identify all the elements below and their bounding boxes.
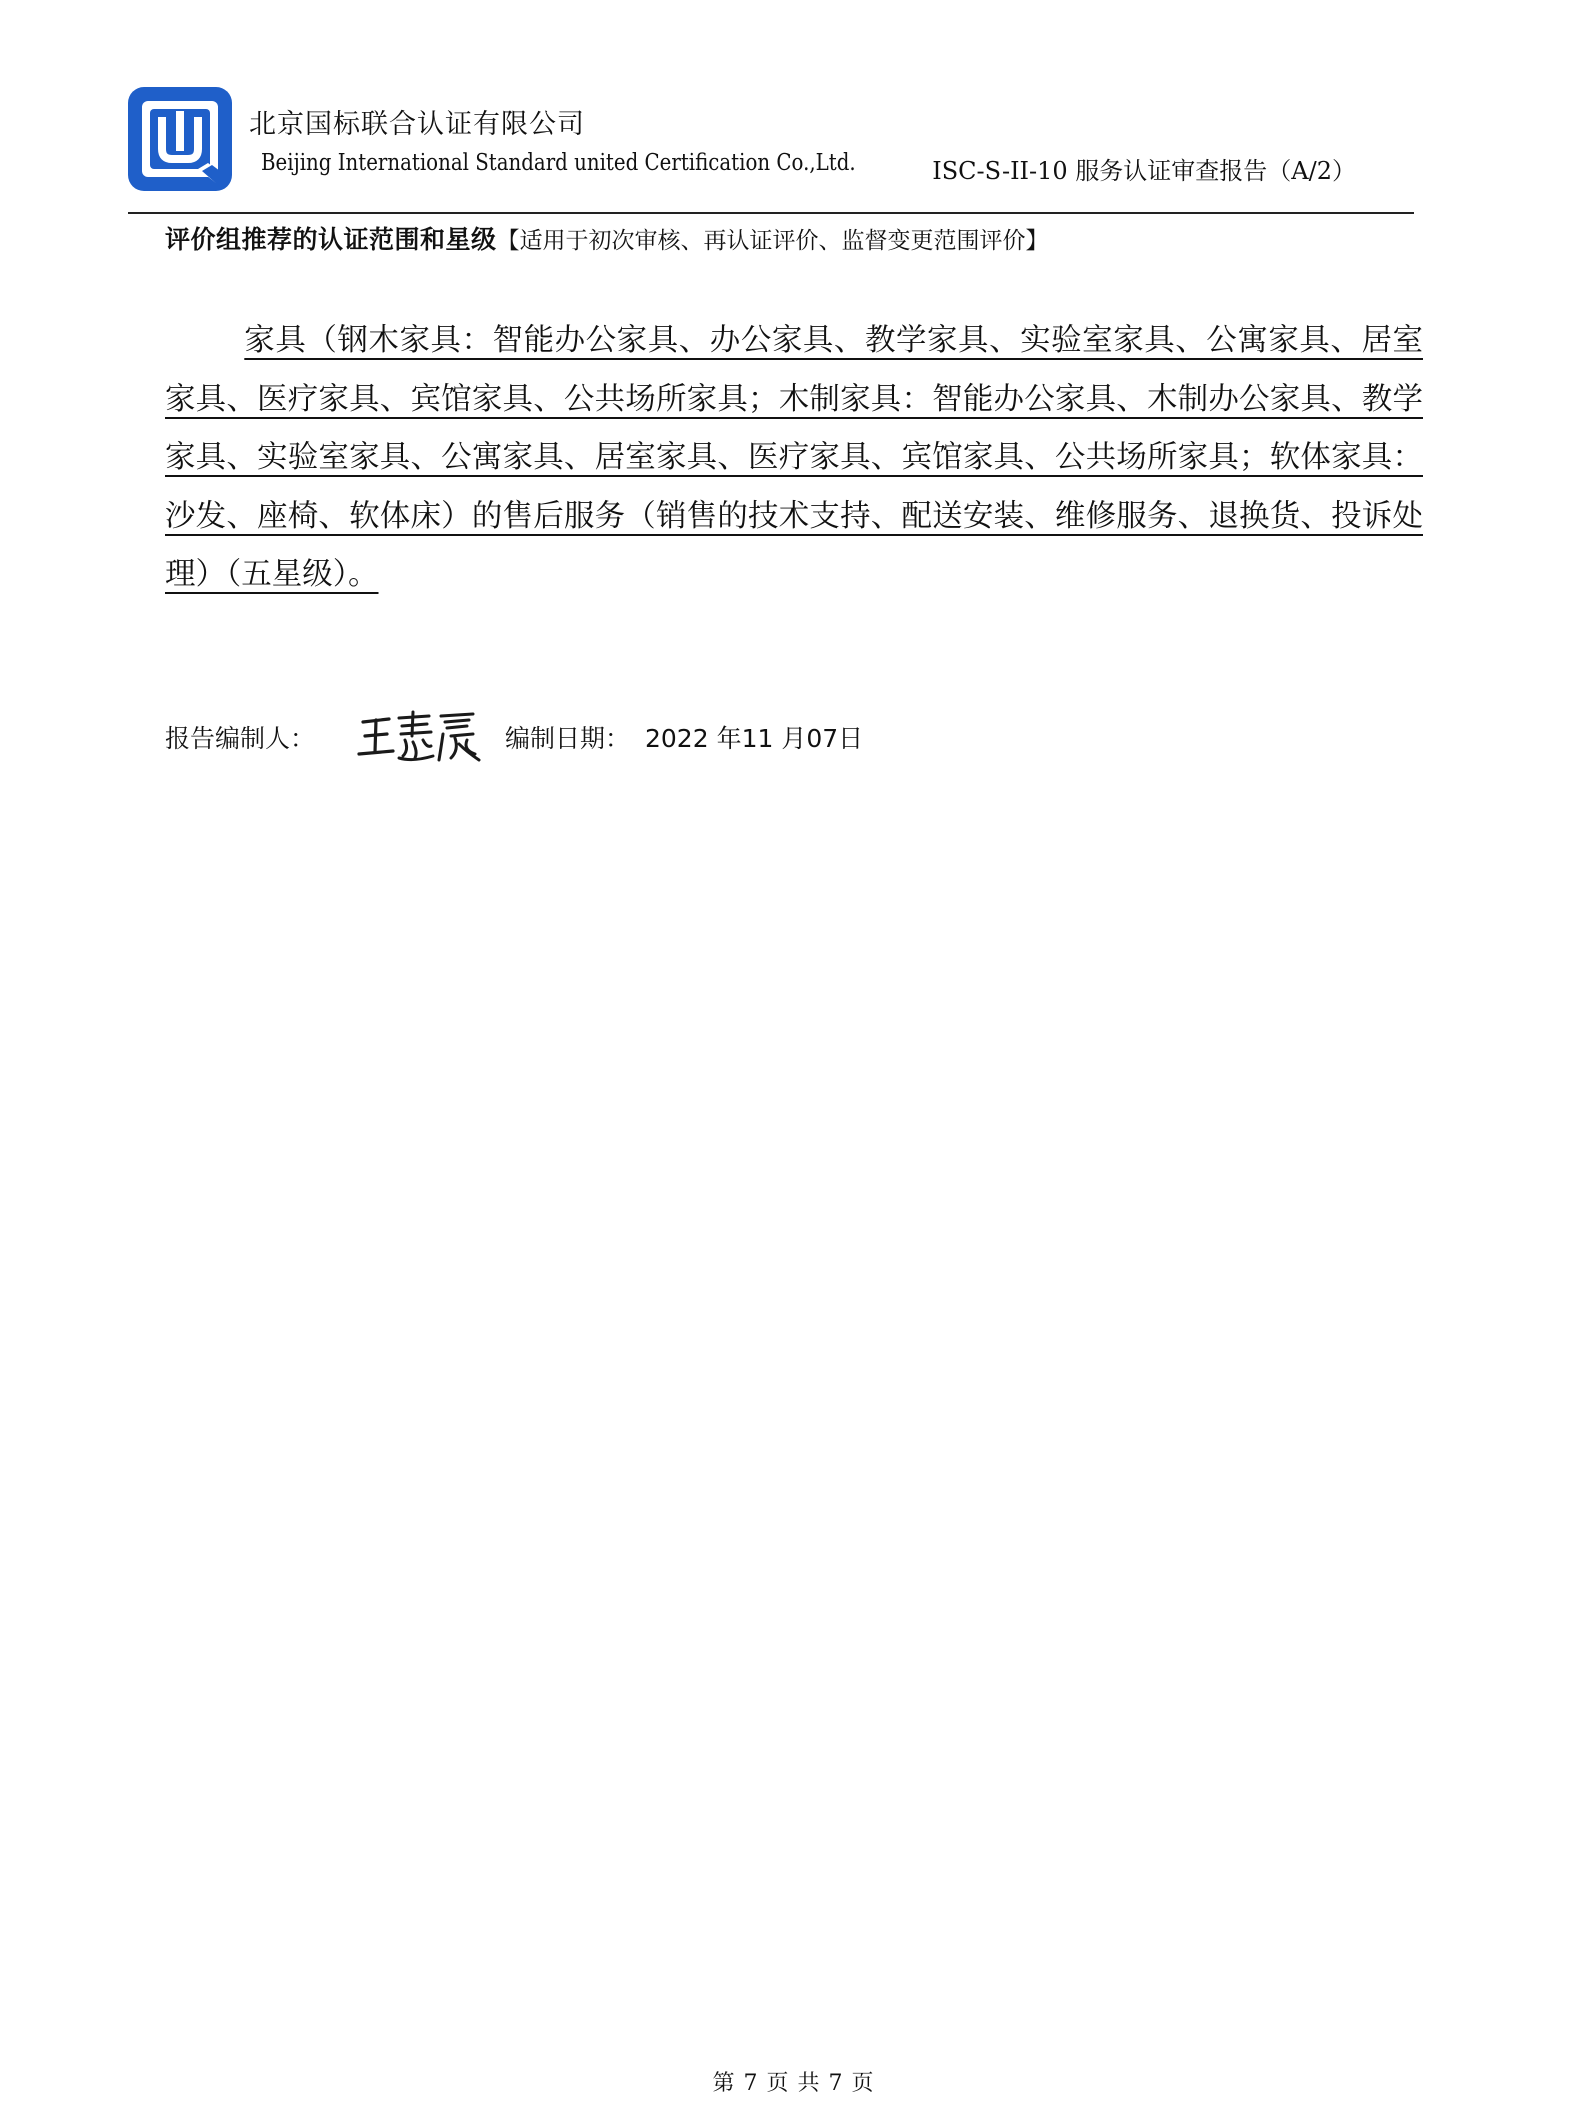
scope-text: 家具（钢木家具：智能办公家具、办公家具、教学家具、实验室家具、公寓家具、居室家具、医疗家具、宾馆家具、公共场所家具；木制家具：智能办公家具、木制办公家具、教学家具、实验室家具、公寓家具、居室家具、医疗家具、宾馆家具、公共场所家具；软体家具：沙发、座椅、软体床）的售后服务（销售的技术支持、配送安装、维修服务、退换货、投诉处理）（五星级）。 bbox=[165, 323, 1423, 592]
header-divider bbox=[128, 212, 1414, 214]
section-heading bbox=[165, 220, 1049, 256]
document-code: ISC-S-II-10 服务认证审查报告（A/2） bbox=[932, 157, 1356, 185]
section-note: 【适用于初次审核、再认证评价、监督变更范围评价】 bbox=[496, 228, 1049, 254]
company-name-cn: 北京国标联合认证有限公司 bbox=[249, 109, 585, 140]
page-number: 第 7 页 共 7 页 bbox=[712, 2071, 875, 2096]
preparer-label: 报告编制人： bbox=[165, 724, 316, 753]
certification-scope bbox=[165, 312, 1423, 605]
date-label: 编制日期： bbox=[505, 724, 631, 753]
company-name-en: Beijing International Standard united Certification Co.,Ltd. bbox=[261, 150, 856, 176]
section-title: 评价组推荐的认证范围和星级 bbox=[165, 225, 497, 254]
signature-line bbox=[165, 706, 1065, 766]
company-logo-icon bbox=[128, 87, 232, 191]
date-value: 2022 年11 月07日 bbox=[645, 724, 864, 753]
handwritten-signature bbox=[355, 706, 485, 766]
page-header bbox=[128, 84, 1414, 214]
